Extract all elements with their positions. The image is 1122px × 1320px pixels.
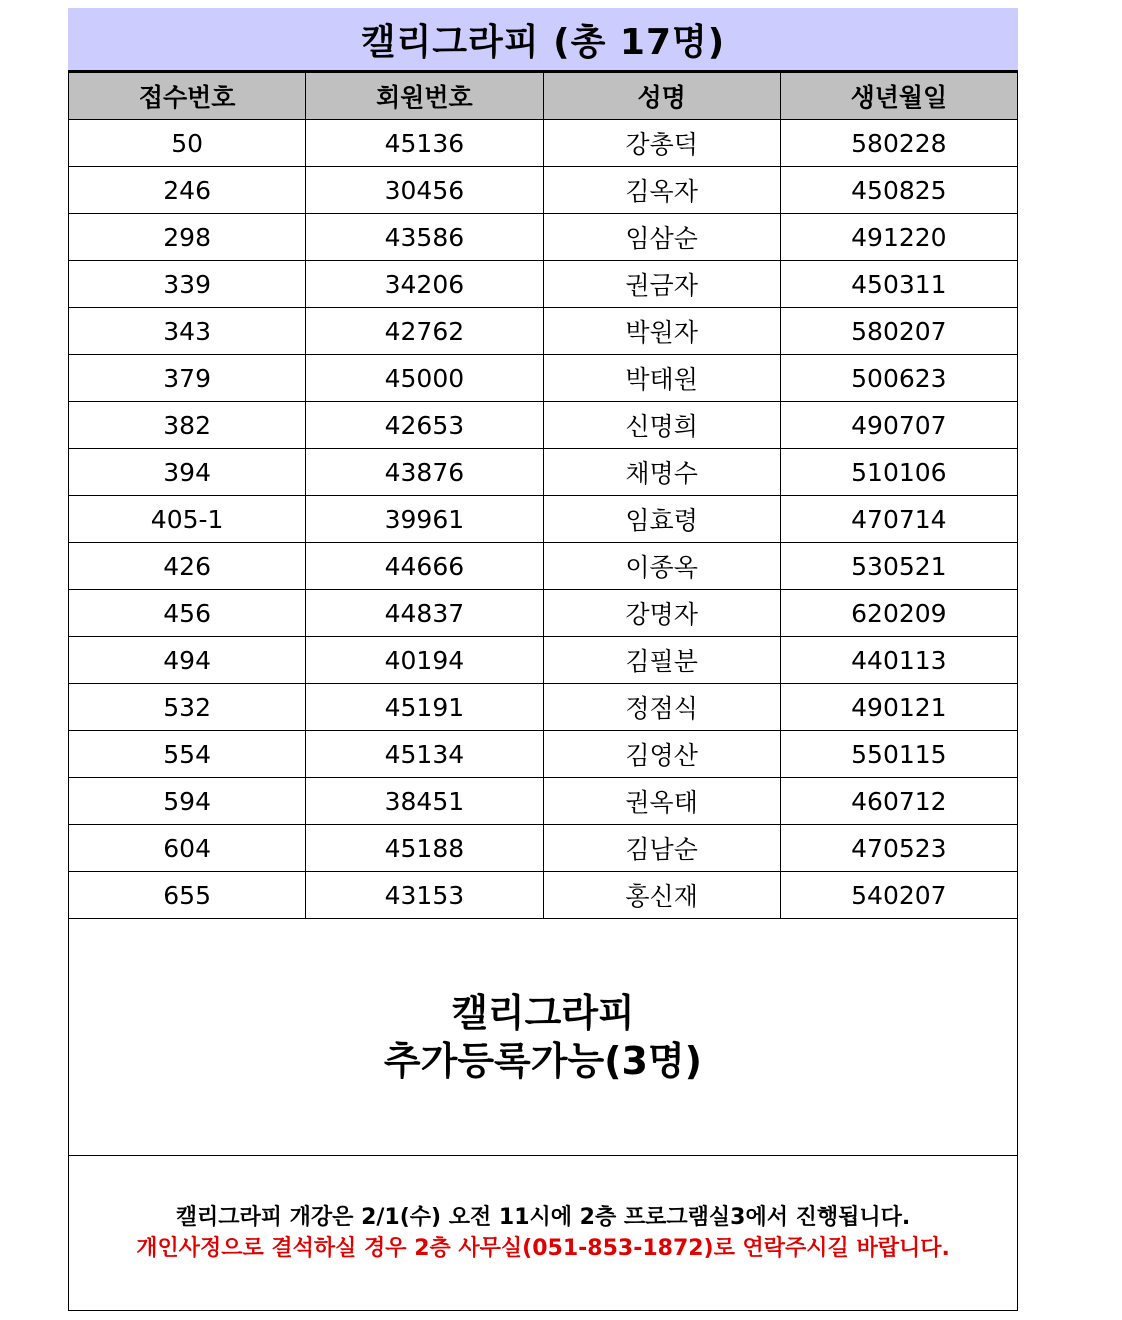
birthdate-cell: 550115: [780, 731, 1017, 778]
member-number-cell: 45134: [306, 731, 543, 778]
receipt-number-cell: 394: [69, 449, 306, 496]
member-number-cell: 44837: [306, 590, 543, 637]
name-cell: 임삼순: [543, 214, 780, 261]
table-row: [69, 778, 1018, 825]
page-title: 캘리그라피 (총 17명): [68, 8, 1018, 72]
name-cell: 채명수: [543, 449, 780, 496]
footer-schedule-text: 캘리그라피 개강은 2/1(수) 오전 11시에 2층 프로그램실3에서 진행됩니다.: [175, 1205, 911, 1230]
table-row: [69, 637, 1018, 684]
table-row: [69, 872, 1018, 919]
receipt-number-cell: 405-1: [69, 496, 306, 543]
name-cell: 강총덕: [543, 120, 780, 167]
member-number-cell: 43153: [306, 872, 543, 919]
member-number-cell: 43876: [306, 449, 543, 496]
column-header-receipt-number: 접수번호: [69, 73, 306, 120]
receipt-number-cell: 655: [69, 872, 306, 919]
member-number-cell: 30456: [306, 167, 543, 214]
receipt-number-cell: 298: [69, 214, 306, 261]
birthdate-cell: 450311: [780, 261, 1017, 308]
additional-registration-notice: [69, 919, 1018, 1156]
table-row: [69, 543, 1018, 590]
column-header-name: 성명: [543, 73, 780, 120]
table-row: [69, 402, 1018, 449]
member-number-cell: 38451: [306, 778, 543, 825]
birthdate-cell: 470714: [780, 496, 1017, 543]
birthdate-cell: 440113: [780, 637, 1017, 684]
footer-contact-text: 개인사정으로 결석하실 경우 2층 사무실(051-853-1872)로 연락주시길 바랍니다.: [136, 1236, 950, 1261]
receipt-number-cell: 379: [69, 355, 306, 402]
registration-sheet: [68, 8, 1018, 1311]
name-cell: 권옥태: [543, 778, 780, 825]
name-cell: 이종옥: [543, 543, 780, 590]
name-cell: 김필분: [543, 637, 780, 684]
birthdate-cell: 540207: [780, 872, 1017, 919]
receipt-number-cell: 594: [69, 778, 306, 825]
birthdate-cell: 460712: [780, 778, 1017, 825]
birthdate-cell: 580207: [780, 308, 1017, 355]
receipt-number-cell: 50: [69, 120, 306, 167]
member-number-cell: 44666: [306, 543, 543, 590]
member-number-cell: 45136: [306, 120, 543, 167]
name-cell: 권금자: [543, 261, 780, 308]
birthdate-cell: 500623: [780, 355, 1017, 402]
receipt-number-cell: 426: [69, 543, 306, 590]
member-number-cell: 45000: [306, 355, 543, 402]
receipt-number-cell: 554: [69, 731, 306, 778]
class-info-footer: [69, 1156, 1018, 1311]
name-cell: 임효령: [543, 496, 780, 543]
column-header-member-number: 회원번호: [306, 73, 543, 120]
birthdate-cell: 510106: [780, 449, 1017, 496]
name-cell: 김남순: [543, 825, 780, 872]
name-cell: 김영산: [543, 731, 780, 778]
member-number-cell: 43586: [306, 214, 543, 261]
table-row: [69, 731, 1018, 778]
receipt-number-cell: 494: [69, 637, 306, 684]
member-number-cell: 42653: [306, 402, 543, 449]
table-row: [69, 496, 1018, 543]
member-number-cell: 42762: [306, 308, 543, 355]
table-row: [69, 684, 1018, 731]
table-row: [69, 120, 1018, 167]
birthdate-cell: 470523: [780, 825, 1017, 872]
registrant-table: [68, 72, 1018, 1311]
birthdate-cell: 491220: [780, 214, 1017, 261]
footer-row: [69, 1156, 1018, 1311]
receipt-number-cell: 339: [69, 261, 306, 308]
birthdate-cell: 620209: [780, 590, 1017, 637]
name-cell: 박원자: [543, 308, 780, 355]
birthdate-cell: 530521: [780, 543, 1017, 590]
table-header-row: [69, 73, 1018, 120]
member-number-cell: 40194: [306, 637, 543, 684]
receipt-number-cell: 382: [69, 402, 306, 449]
table-row: [69, 590, 1018, 637]
birthdate-cell: 450825: [780, 167, 1017, 214]
receipt-number-cell: 456: [69, 590, 306, 637]
birthdate-cell: 490121: [780, 684, 1017, 731]
name-cell: 김옥자: [543, 167, 780, 214]
table-row: [69, 449, 1018, 496]
name-cell: 신명희: [543, 402, 780, 449]
table-row: [69, 825, 1018, 872]
receipt-number-cell: 532: [69, 684, 306, 731]
member-number-cell: 45188: [306, 825, 543, 872]
table-row: [69, 261, 1018, 308]
name-cell: 박태원: [543, 355, 780, 402]
name-cell: 강명자: [543, 590, 780, 637]
notice-line-1: 캘리그라피: [451, 991, 635, 1035]
column-header-birthdate: 생년월일: [780, 73, 1017, 120]
member-number-cell: 45191: [306, 684, 543, 731]
table-row: [69, 308, 1018, 355]
table-row: [69, 355, 1018, 402]
receipt-number-cell: 343: [69, 308, 306, 355]
notice-row: [69, 919, 1018, 1156]
receipt-number-cell: 246: [69, 167, 306, 214]
member-number-cell: 34206: [306, 261, 543, 308]
name-cell: 홍신재: [543, 872, 780, 919]
birthdate-cell: 490707: [780, 402, 1017, 449]
receipt-number-cell: 604: [69, 825, 306, 872]
table-row: [69, 167, 1018, 214]
member-number-cell: 39961: [306, 496, 543, 543]
table-row: [69, 214, 1018, 261]
table-body: [69, 120, 1018, 919]
birthdate-cell: 580228: [780, 120, 1017, 167]
notice-line-2: 추가등록가능(3명): [383, 1039, 703, 1083]
name-cell: 정점식: [543, 684, 780, 731]
